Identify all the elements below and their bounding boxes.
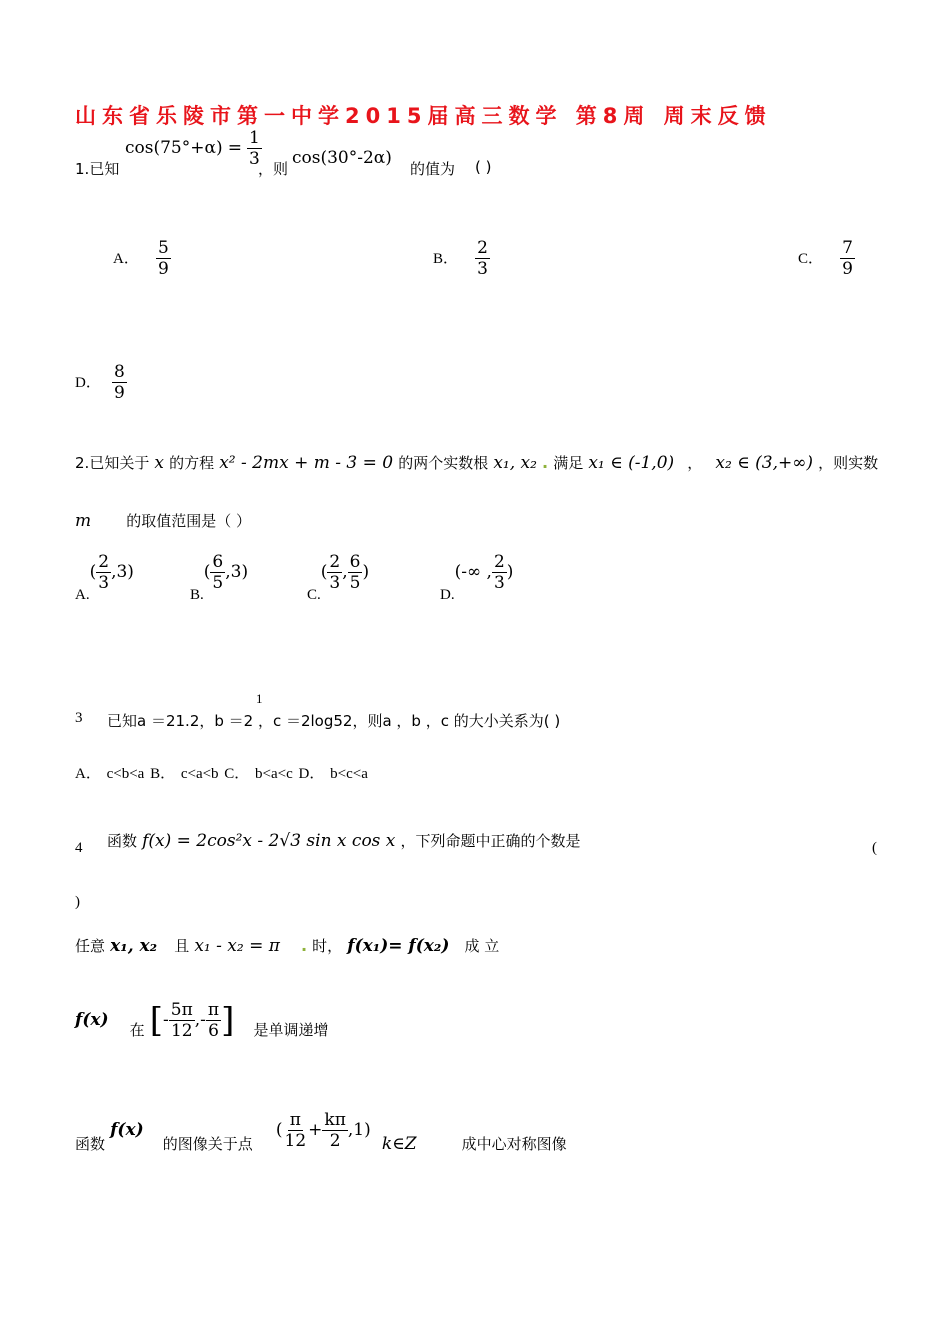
q1-given-formula: cos(75°+α) = $\frac{1}{3}$ bbox=[125, 128, 260, 169]
q4-statement-2: f(x) 在 [- $\frac{5\pi}{12}$ ,- $\frac{\pi}{6}$ ] 是单调递增 bbox=[75, 1000, 329, 1041]
q4-paren-close: ) bbox=[75, 894, 80, 910]
q1-target-formula: cos(30°-2α) bbox=[292, 148, 392, 168]
green-dot-mark: . bbox=[301, 936, 308, 955]
q4-statement-3: 函数 f(x) 的图像关于点 ( $\frac{\pi}{12}$ + $\frac{k\pi}{2}$ ,1) k∈Z 成中心对称图像 bbox=[75, 1110, 567, 1154]
q1-answer-paren: ( ) bbox=[475, 158, 492, 176]
q2-line1: 2.已知关于 x 的方程 x² - 2mx + m - 3 = 0 的两个实数根 x₁, x₂ . 满足 x₁ ∈ (-1,0) ， x₂ ∈ (3,+∞) ，则实数 bbox=[75, 453, 879, 473]
q3-superscript: 1 bbox=[256, 691, 263, 706]
q4-stem: 函数 f(x) = 2cos²x - 2√3 sin x cos x ，下列命题中正确的个数是 bbox=[107, 831, 581, 851]
q1-option-b: B． $\frac{2}{3}$ bbox=[433, 238, 488, 279]
q3-stem: 已知a ＝21.2，b ＝2 ，c ＝2log52，则a ，b ，c 的大小关系为( ) bbox=[107, 712, 561, 730]
q2-option-b: B.( $\frac{6}{5}$ ,3) bbox=[190, 552, 249, 603]
q2-option-c: C.( $\frac{2}{3}$ , $\frac{6}{5}$ ) bbox=[307, 552, 370, 603]
q3-options: A． c<b<a B． c<a<b C． b<a<c D． b<c<a bbox=[75, 766, 368, 782]
q1-option-c: C． $\frac{7}{9}$ bbox=[798, 238, 853, 279]
q3-number: 3 bbox=[75, 710, 83, 726]
q2-option-d: D.(-∞ , $\frac{2}{3}$ ) bbox=[440, 552, 514, 603]
q4-number: 4 bbox=[75, 840, 83, 856]
q1-then: ，则 bbox=[258, 160, 289, 178]
q4-paren-open: ( bbox=[872, 840, 877, 856]
green-dot-mark: . bbox=[542, 453, 549, 472]
q1-suffix: 的值为 bbox=[410, 160, 456, 178]
q1-option-d: D． $\frac{8}{9}$ bbox=[75, 362, 125, 403]
q4-statement-1: 任意 x₁, x₂ 且 x₁ - x₂ = π . 时， f(x₁)= f(x₂) 成 立 bbox=[75, 936, 500, 956]
page-title: 山东省乐陵市第一中学2015届高三数学 第8周 周末反馈 bbox=[75, 104, 772, 128]
q1-option-a: A． $\frac{5}{9}$ bbox=[113, 238, 169, 279]
q2-line2: m 的取值范围是（ ） bbox=[75, 511, 251, 531]
q2-option-a: A.( $\frac{2}{3}$ ,3) bbox=[75, 552, 134, 603]
q1-number: 1.已知 bbox=[75, 160, 120, 178]
